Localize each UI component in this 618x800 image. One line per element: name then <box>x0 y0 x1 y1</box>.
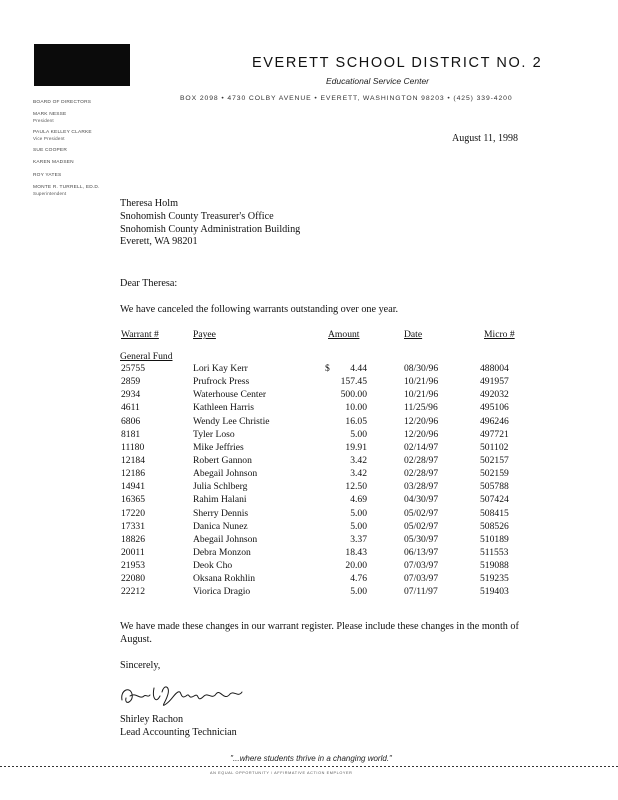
recipient-line: Snohomish County Treasurer's Office <box>120 210 274 222</box>
board-member <box>33 130 133 141</box>
cell-amount: 4.44 <box>350 363 367 374</box>
cell-amount: 4.76 <box>350 573 367 585</box>
board-member <box>33 148 133 153</box>
cell-warrant: 8181 <box>121 428 141 440</box>
cell-payee: Oksana Rokhlin <box>193 573 256 585</box>
cell-payee: Robert Gannon <box>193 454 252 466</box>
cell-warrant: 12186 <box>121 468 145 480</box>
recipient-line: Snohomish County Administration Building <box>120 223 301 235</box>
cell-payee: Rahim Halani <box>193 494 247 506</box>
cell-date: 06/13/97 <box>404 546 439 558</box>
cell-date: 05/30/97 <box>404 533 439 545</box>
table-row <box>120 416 540 429</box>
recipient-line: Theresa Holm <box>120 198 178 209</box>
letter-date: August 11, 1998 <box>452 133 519 144</box>
table-row <box>120 521 540 534</box>
cell-amount: 10.00 <box>345 402 367 414</box>
cell-amount: 500.00 <box>340 389 367 401</box>
cell-micro: 511553 <box>480 546 509 558</box>
cell-payee: Sherry Dennis <box>193 507 249 519</box>
sign-off: Sincerely, <box>120 660 161 671</box>
cell-payee: Deok Cho <box>193 560 233 572</box>
table-row <box>120 376 540 389</box>
district-name: EVERETT SCHOOL DISTRICT NO. 2 <box>252 55 543 71</box>
cell-payee: Debra Monzon <box>193 546 251 558</box>
cell-micro: 491957 <box>480 376 509 388</box>
cell-micro: 497721 <box>480 428 509 440</box>
signature-block <box>120 714 237 739</box>
board-member <box>33 112 133 123</box>
cell-date: 02/14/97 <box>404 441 439 453</box>
cell-date: 05/02/97 <box>404 507 439 519</box>
cell-payee: Julia Schlberg <box>193 481 248 493</box>
board-member <box>33 173 133 178</box>
table-header-row <box>120 329 540 343</box>
board-of-directors <box>33 100 133 203</box>
cell-warrant: 2934 <box>121 389 141 401</box>
cell-amount: 18.43 <box>345 546 367 558</box>
handwritten-signature <box>116 678 256 714</box>
table-row <box>120 494 540 507</box>
table-row <box>120 429 540 442</box>
cell-payee: Viorica Dragio <box>193 586 251 598</box>
cell-payee: Abegail Johnson <box>193 468 258 480</box>
recipient-line: Everett, WA 98201 <box>120 236 198 248</box>
cell-warrant: 21953 <box>121 560 145 572</box>
cell-date: 05/02/97 <box>404 520 439 532</box>
cell-date: 02/28/97 <box>404 468 439 480</box>
cell-micro: 501102 <box>480 441 509 453</box>
cell-amount: 19.91 <box>345 441 367 453</box>
cell-warrant: 12184 <box>121 454 145 466</box>
cell-amount: 157.45 <box>340 376 367 388</box>
column-header-date: Date <box>404 329 423 340</box>
board-member-name: MARK NESSE <box>33 112 67 118</box>
cell-warrant: 17220 <box>121 507 145 519</box>
board-member-role: Superintendent <box>33 190 67 196</box>
cell-warrant: 22080 <box>121 573 145 585</box>
fund-label: General Fund <box>120 351 173 362</box>
signer-title: Lead Accounting Technician <box>120 726 237 738</box>
cell-payee: Abegail Johnson <box>193 533 258 545</box>
cell-warrant: 4611 <box>121 402 140 414</box>
board-member-role: Vice President <box>33 135 65 141</box>
table-row <box>120 573 540 586</box>
table-row <box>120 363 540 376</box>
board-member-name: SUE COOPER <box>33 148 67 154</box>
table-row <box>120 442 540 455</box>
cell-payee: Mike Jeffries <box>193 441 244 453</box>
cell-amount: 3.42 <box>350 468 367 480</box>
cell-payee: Lori Kay Kerr <box>193 363 248 374</box>
cell-micro: 502159 <box>480 468 509 480</box>
letterhead-subtitle: Educational Service Center <box>326 76 430 86</box>
table-row <box>120 560 540 573</box>
cell-amount: 12.50 <box>345 481 367 493</box>
cell-payee: Tyler Loso <box>193 428 235 440</box>
cell-warrant: 17331 <box>121 520 145 532</box>
cell-micro: 488004 <box>480 363 509 374</box>
table-row <box>120 508 540 521</box>
cell-warrant: 14941 <box>121 481 145 493</box>
column-header-amount: Amount <box>328 329 360 340</box>
cell-warrant: 22212 <box>121 586 145 598</box>
cell-warrant: 2859 <box>121 376 141 388</box>
cell-date: 12/20/96 <box>404 428 439 440</box>
table-row <box>120 534 540 547</box>
table-row <box>120 402 540 415</box>
cell-payee: Waterhouse Center <box>193 389 267 401</box>
cell-amount: 16.05 <box>345 415 367 427</box>
table-row <box>120 389 540 402</box>
closing-paragraph: We have made these changes in our warrant register. Please include these changes in the month of August. <box>120 621 519 645</box>
board-member-role: President <box>33 117 54 123</box>
cell-warrant: 18826 <box>121 533 145 545</box>
board-member-name: PAULA KELLEY CLARKE <box>33 130 92 136</box>
column-header-warrant: Warrant # <box>121 329 159 340</box>
cell-payee: Kathleen Harris <box>193 402 255 414</box>
table-row <box>120 468 540 481</box>
table-row <box>120 455 540 468</box>
cell-micro: 495106 <box>480 402 509 414</box>
cell-date: 07/03/97 <box>404 560 439 572</box>
cell-date: 02/28/97 <box>404 454 439 466</box>
cell-warrant: 25755 <box>121 363 145 374</box>
table-row <box>120 547 540 560</box>
salutation: Dear Theresa: <box>120 278 178 289</box>
cell-micro: 505788 <box>480 481 509 493</box>
column-header-micro: Micro # <box>484 329 515 340</box>
cell-micro: 502157 <box>480 454 509 466</box>
cell-warrant: 6806 <box>121 415 141 427</box>
board-member-name: MONTE R. TURRELL, ED.D. <box>33 185 100 191</box>
table-body <box>120 363 540 600</box>
board-heading: BOARD OF DIRECTORS <box>33 100 92 105</box>
cell-date: 07/11/97 <box>404 586 438 598</box>
cell-amount: 20.00 <box>345 560 367 572</box>
cell-date: 03/28/97 <box>404 481 439 493</box>
table-row <box>120 586 540 599</box>
warrants-table <box>120 329 540 600</box>
column-header-payee: Payee <box>193 329 216 340</box>
letterhead-address: BOX 2098 • 4730 COLBY AVENUE • EVERETT, WASHINGTON 98203 • (425) 339-4200 <box>180 95 513 102</box>
cell-amount: 4.69 <box>350 494 367 506</box>
board-member-name: KAREN MADSEN <box>33 160 74 166</box>
cell-amount: 3.42 <box>350 454 367 466</box>
cell-micro: 519403 <box>480 586 509 598</box>
cell-payee: Wendy Lee Christie <box>193 415 270 427</box>
cell-micro: 519235 <box>480 573 509 585</box>
cell-micro: 510189 <box>480 533 509 545</box>
board-member <box>33 160 133 165</box>
cell-payee: Danica Nunez <box>193 520 248 532</box>
table-row <box>120 481 540 494</box>
cell-micro: 507424 <box>480 494 509 506</box>
board-member <box>33 185 133 196</box>
cell-payee: Prufrock Press <box>193 376 250 388</box>
redacted-logo <box>34 44 130 86</box>
cell-amount: 5.00 <box>350 507 367 519</box>
footer-divider <box>0 766 618 767</box>
currency-symbol: $ <box>325 363 330 374</box>
recipient-address <box>120 198 300 249</box>
cell-micro: 492032 <box>480 389 509 401</box>
cell-date: 04/30/97 <box>404 494 439 506</box>
cell-micro: 508526 <box>480 520 509 532</box>
cell-amount: 3.37 <box>350 533 367 545</box>
cell-amount: 5.00 <box>350 520 367 532</box>
cell-warrant: 20011 <box>121 546 145 558</box>
cell-micro: 519088 <box>480 560 509 572</box>
footer-motto: "...where students thrive in a changing world." <box>180 754 442 763</box>
cell-date: 07/03/97 <box>404 573 439 585</box>
cell-warrant: 16365 <box>121 494 145 506</box>
board-member-name: ROY YATES <box>33 172 62 178</box>
signer-name: Shirley Rachon <box>120 714 184 725</box>
cell-amount: 5.00 <box>350 586 367 598</box>
intro-paragraph: We have canceled the following warrants outstanding over one year. <box>120 304 399 315</box>
cell-amount: 5.00 <box>350 428 367 440</box>
cell-micro: 496246 <box>480 415 509 427</box>
cell-warrant: 11180 <box>121 441 145 453</box>
cell-date: 08/30/96 <box>404 363 439 374</box>
cell-date: 10/21/96 <box>404 389 439 401</box>
cell-micro: 508415 <box>480 507 509 519</box>
cell-date: 10/21/96 <box>404 376 439 388</box>
cell-date: 11/25/96 <box>404 402 438 414</box>
cell-date: 12/20/96 <box>404 415 439 427</box>
footer-note: AN EQUAL OPPORTUNITY / AFFIRMATIVE ACTION EMPLOYER <box>210 771 353 775</box>
